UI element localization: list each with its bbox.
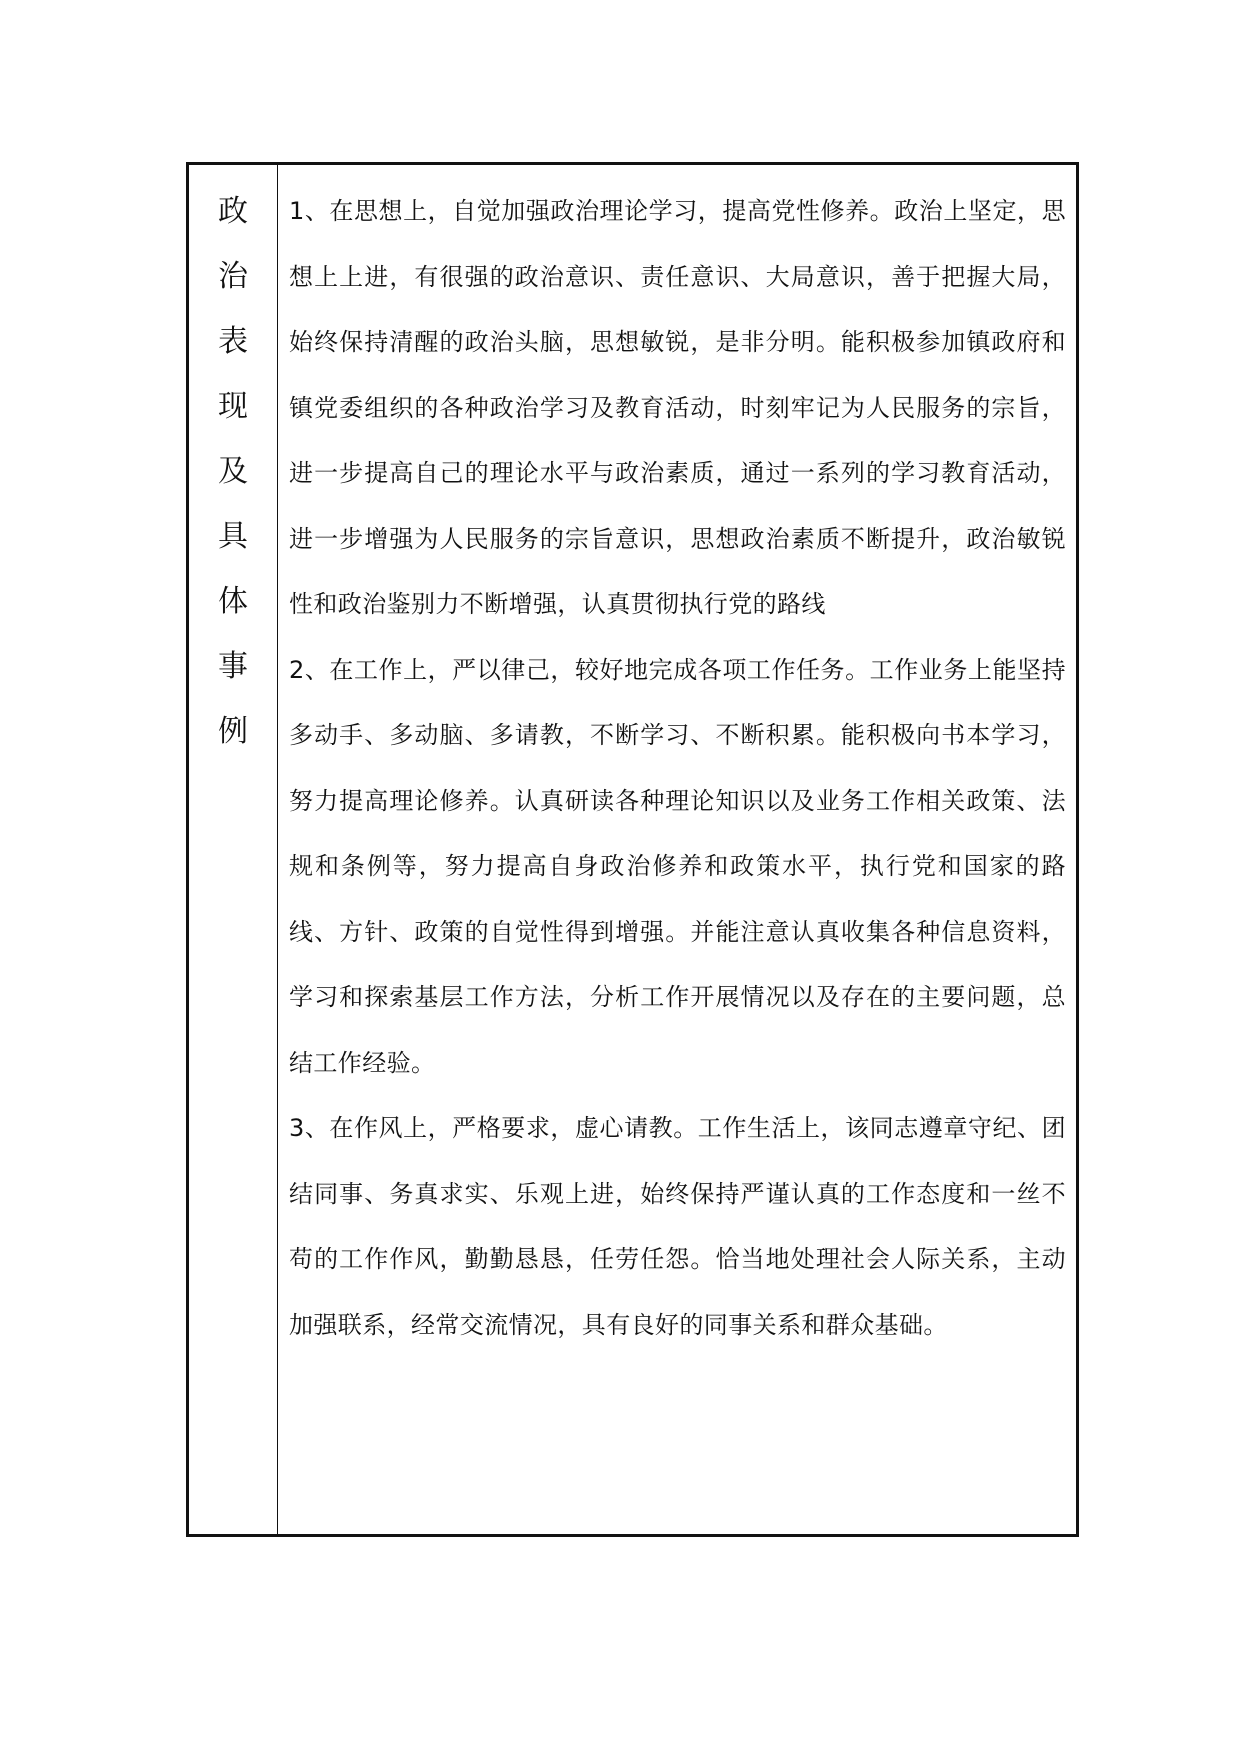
section-label-char: 事 [218,649,248,684]
section-label-char: 具 [218,519,248,554]
paragraph-style: 3、在作风上，严格要求，虚心请教。工作生活上，该同志遵章守纪、团结同事、务真求实、乐观上进，始终保持严谨认真的工作态度和一丝不苟的工作作风，勤勤恳恳，任劳任怨。恰当地处理社会人际关系，主动加强联系，经常交流情况，具有良好的同事关系和群众基础。 [289,1114,1066,1339]
paragraph-thought: 1、在思想上，自觉加强政治理论学习，提高党性修养。政治上坚定，思想上上进，有很强的政治意识、责任意识、大局意识，善于把握大局，始终保持清醒的政治头脑，思想敏锐，是非分明。能积极参加镇政府和镇党委组织的各种政治学习及教育活动，时刻牢记为人民服务的宗旨，进一步提高自己的理论水平与政治素质，通过一系列的学习教育活动，进一步增强为人民服务的宗旨意识，思想政治素质不断提升，政治敏锐性和政治鉴别力不断增强，认真贯彻执行党的路线 [289,197,1066,618]
section-label-char: 表 [218,324,248,359]
form-table [186,162,1079,1537]
section-label-char: 治 [218,259,248,294]
section-label-char: 现 [218,389,248,424]
section-label-char: 例 [218,714,248,749]
section-label-column [189,165,278,1534]
content-cell [278,165,1076,1534]
section-label-char: 政 [218,194,248,229]
paragraph-work: 2、在工作上，严以律己，较好地完成各项工作任务。工作业务上能坚持多动手、多动脑、多请教，不断学习、不断积累。能积极向书本学习，努力提高理论修养。认真研读各种理论知识以及业务工作相关政策、法规和条例等，努力提高自身政治修养和政策水平，执行党和国家的路线、方针、政策的自觉性得到增强。并能注意认真收集各种信息资料，学习和探索基层工作方法，分析工作开展情况以及存在的主要问题，总结工作经验。 [289,655,1066,1077]
section-label-char: 及 [218,454,248,489]
section-label-char: 体 [218,584,248,619]
